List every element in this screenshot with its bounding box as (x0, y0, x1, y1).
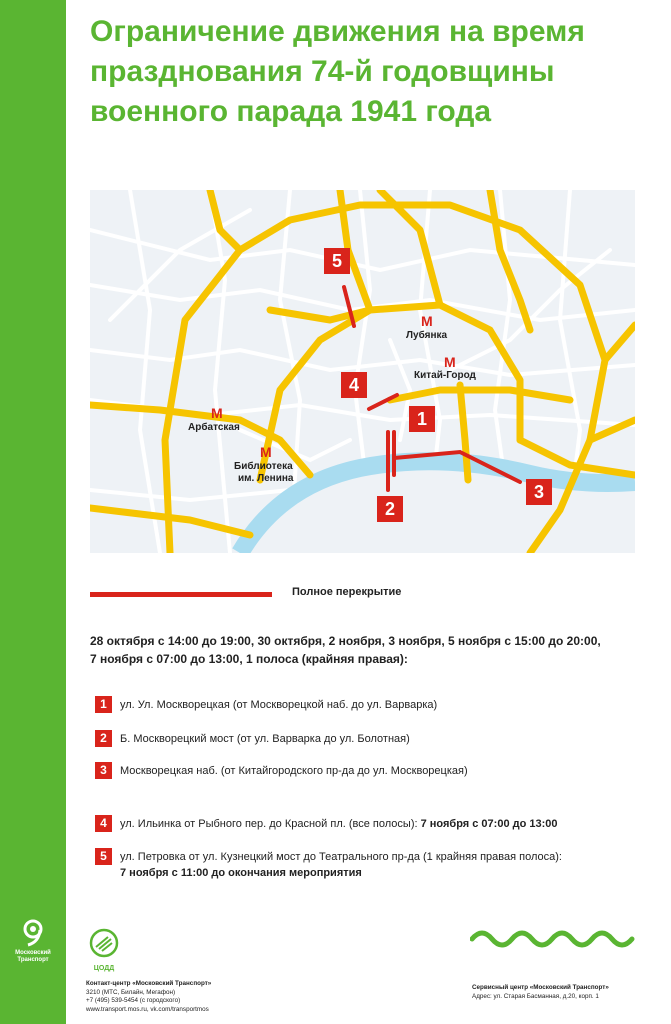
item-number: 1 (95, 696, 112, 713)
legend-label: Полное перекрытие (292, 586, 402, 598)
transport-nine-icon (18, 918, 48, 948)
title-line-3: военного парада 1941 года (90, 95, 492, 128)
item-text: Москворецкая наб. (от Китайгородского пр-да до ул. Москворецкая) (120, 765, 468, 777)
footer-left-2: 3210 (МТС, Билайн, Мегафон) (86, 988, 176, 996)
map-badge-4: 4 (341, 372, 367, 398)
metro-icon-biblioteka: М (260, 444, 272, 460)
item-time: 7 ноября с 11:00 до окончания мероприятия (120, 867, 362, 879)
service-center-info (472, 984, 609, 1001)
sidebar-brand-line2: Транспорт (17, 957, 49, 963)
item-number: 3 (95, 762, 112, 779)
codd-label: ЦОДД (93, 965, 115, 972)
item-text: ул. Ул. Москворецкая (от Москворецкой наб. до ул. Варварка) (120, 699, 438, 711)
item-text-wrap (120, 849, 640, 881)
legend-closure-line (90, 592, 272, 597)
station-label-lubyanka: Лубянка (406, 330, 448, 341)
title-line-1: Ограничение движения на время (90, 15, 585, 48)
item-number: 4 (95, 815, 112, 832)
page-title (90, 12, 660, 132)
title-line-2: празднования 74-й годовщины (90, 55, 555, 88)
station-label-arbatskaya: Арбатская (188, 422, 240, 433)
dates-line-2: 7 ноября с 07:00 до 13:00, 1 полоса (крайняя правая): (90, 652, 408, 666)
station-label-biblioteka-2: им. Ленина (238, 473, 294, 484)
sidebar-brand-line1: Московский (15, 950, 51, 956)
footer-left-1: Контакт-центр «Московский Транспорт» (86, 980, 212, 987)
item-text-wrap (120, 816, 640, 832)
footer-left-3: +7 (495) 539-5454 (с городского) (86, 997, 181, 1004)
metro-icon-kitay-gorod: М (444, 354, 456, 370)
contact-center-info (86, 980, 211, 1014)
moscow-transport-logo (6, 918, 60, 964)
item-text: ул. Петровка от ул. Кузнецкий мост до Театрального пр-да (1 крайняя правая полоса): (120, 851, 562, 863)
item-time: 7 ноября с 07:00 до 13:00 (420, 818, 558, 830)
item-text: Б. Москворецкий мост (от ул. Варварка до ул. Болотная) (120, 733, 410, 745)
map-badge-5: 5 (324, 248, 350, 274)
dates-line-1: 28 октября с 14:00 до 19:00, 30 октября, 2 ноября, 3 ноября, 5 ноября с 15:00 до 20:00, (90, 634, 601, 648)
footer-right-2: Адрес: ул. Старая Басманная, д.20, корп. 1 (472, 992, 599, 1000)
sidebar (0, 0, 66, 1024)
item-text: ул. Ильинка от Рыбного пер. до Красной пл. (все полосы): (120, 818, 421, 830)
map-badge-3: 3 (526, 479, 552, 505)
road-closure-map (90, 190, 635, 553)
map-badge-2: 2 (377, 496, 403, 522)
metro-icon-lubyanka: М (421, 313, 433, 329)
item-number: 2 (95, 730, 112, 747)
station-label-biblioteka-1: Библиотека (234, 461, 293, 472)
footer-right-1: Сервисный центр «Московский Транспорт» (472, 984, 609, 991)
station-label-kitay-gorod: Китай-Город (414, 370, 476, 381)
metro-icon-arbatskaya: М (211, 405, 223, 421)
codd-icon (89, 928, 119, 958)
item-number: 5 (95, 848, 112, 865)
closure-dates (90, 632, 650, 668)
footer-left-4: www.transport.mos.ru, vk.com/transportmos (86, 1005, 209, 1013)
codd-logo (86, 928, 122, 972)
brand-wave-icon (470, 925, 635, 953)
map-badge-1: 1 (409, 406, 435, 432)
